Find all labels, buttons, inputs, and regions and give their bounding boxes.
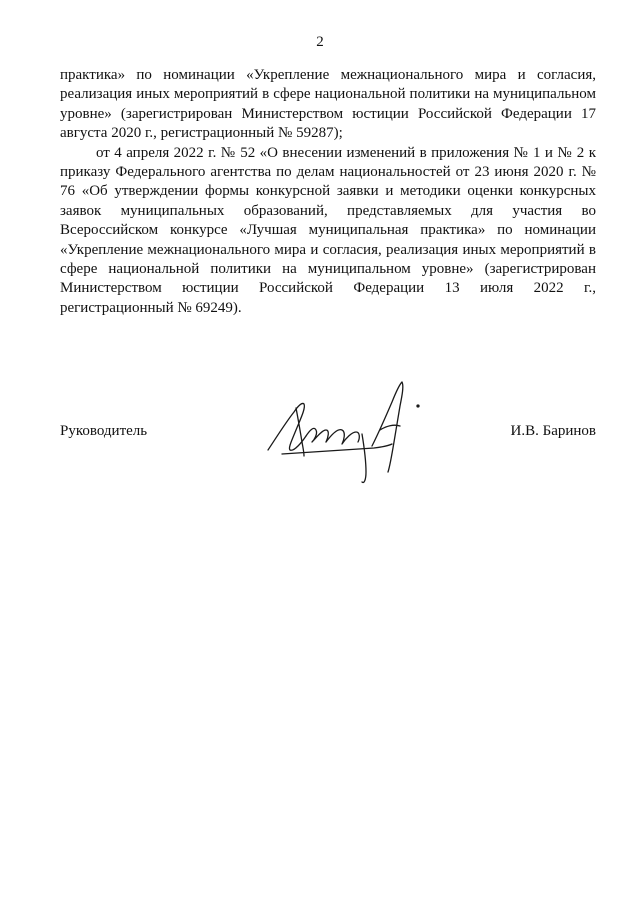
document-body [60, 66, 596, 318]
handwritten-signature [262, 372, 432, 490]
signatory-name: И.В. Баринов [510, 423, 596, 439]
paragraph-amendment: от 4 апреля 2022 г. № 52 «О внесении изменений в приложения № 1 и № 2 к приказу Федерального агентства по делам национальностей от 23 июня 2020 г. № 76 «Об утверждении формы конкурсной заявки и методики оценки конкурсных заявок муниципальных образований, представляемых для участия во Всероссийском конкурсе «Лучшая муниципальная практика» по номинации «Укрепление межнационального мира и согласия, реализация иных мероприятий в сфере национальной политики на муниципальном уровне» (зарегистрирован Министерством юстиции Российской Федерации 13 июля 2022 г., регистрационный № 69249). [60, 144, 596, 316]
page-number: 2 [316, 34, 324, 50]
signatory-role: Руководитель [60, 423, 148, 439]
paragraph-continuation: практика» по номинации «Укрепление межнационального мира и согласия, реализация иных мероприятий в сфере национальной политики на муниципальном уровне» (зарегистрирован Министерством юстиции Российской Федерации 17 августа 2020 г., регистрационный № 59287); [60, 67, 596, 142]
